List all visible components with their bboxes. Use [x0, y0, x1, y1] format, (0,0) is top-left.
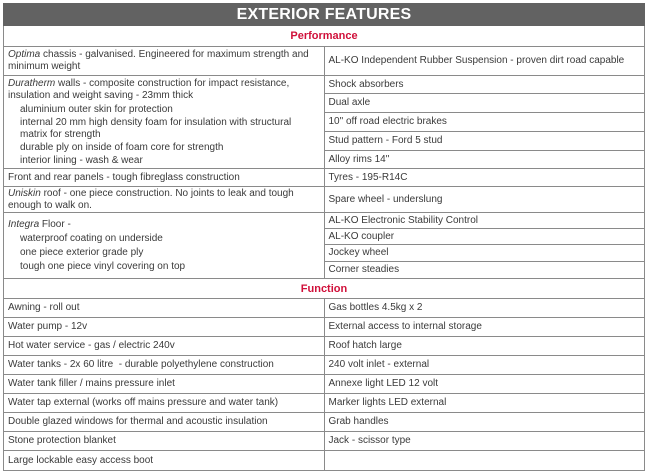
function-left-cell: Double glazed windows for thermal and acoustic insulation — [4, 413, 325, 432]
floor-item: tough one piece vinyl covering on top — [20, 260, 186, 272]
function-right-cell: 240 volt inlet - external — [324, 356, 645, 375]
walls-name: Duratherm — [8, 78, 56, 89]
function-right-cell: Roof hatch large — [324, 337, 645, 356]
function-right-cell: Gas bottles 4.5kg x 2 — [324, 299, 645, 318]
roof-text: roof - one piece construction. No joints to leak and tough enough to walk on. — [8, 187, 294, 211]
feature-cell: AL-KO Electronic Stability Control — [324, 213, 645, 229]
function-left-cell: Water tap external (works off mains pressure and water tank) — [4, 394, 325, 413]
floor-name: Integra — [8, 218, 40, 230]
chassis-name: Optima — [8, 49, 41, 60]
function-right-cell: Annexe light LED 12 volt — [324, 375, 645, 394]
walls-item: internal 20 mm high density foam for insulation with structural matrix for strength — [20, 117, 292, 140]
feature-cell: Alloy rims 14" — [324, 151, 645, 169]
floor-cell — [4, 213, 325, 279]
roof-name: Uniskin — [8, 187, 41, 199]
walls-item: aluminium outer skin for protection — [20, 104, 173, 115]
walls-item: interior lining - wash & wear — [20, 155, 143, 166]
roof-cell — [4, 187, 325, 213]
table-title: EXTERIOR FEATURES — [4, 4, 645, 26]
function-right-cell — [324, 451, 645, 471]
suspension-cell: AL-KO Independent Rubber Suspension - proven dirt road capable — [324, 47, 645, 76]
feature-cell: Dual axle — [324, 94, 645, 113]
feature-cell: Jockey wheel — [324, 245, 645, 262]
function-left-cell: Water tanks - 2x 60 litre - durable polyethylene construction — [4, 356, 325, 375]
feature-cell: AL-KO coupler — [324, 229, 645, 245]
section-heading-function: Function — [4, 279, 645, 299]
tyres-cell: Tyres - 195-R14C — [324, 169, 645, 187]
spare-cell: Spare wheel - underslung — [324, 187, 645, 213]
function-left-cell: Water pump - 12v — [4, 318, 325, 337]
exterior-features-table — [3, 3, 645, 471]
function-right-cell: Marker lights LED external — [324, 394, 645, 413]
function-left-cell: Large lockable easy access boot — [4, 451, 325, 471]
walls-text: walls - composite construction for impact resistance, insulation and weight saving - 23mm thick — [8, 78, 290, 101]
feature-cell: 10" off road electric brakes — [324, 113, 645, 132]
panels-cell: Front and rear panels - tough fibreglass construction — [4, 169, 325, 187]
floor-text: Floor - — [39, 218, 71, 230]
function-left-cell: Hot water service - gas / electric 240v — [4, 337, 325, 356]
chassis-text: chassis - galvanised. Engineered for maximum strength and minimum weight — [8, 49, 309, 72]
floor-item: waterproof coating on underside — [20, 232, 163, 244]
function-right-cell: Jack - scissor type — [324, 432, 645, 451]
function-right-cell: External access to internal storage — [324, 318, 645, 337]
walls-item: durable ply on inside of foam core for strength — [20, 142, 224, 153]
function-left-cell: Stone protection blanket — [4, 432, 325, 451]
function-right-cell: Grab handles — [324, 413, 645, 432]
section-heading-performance: Performance — [4, 26, 645, 47]
function-left-cell: Water tank filler / mains pressure inlet — [4, 375, 325, 394]
feature-cell: Corner steadies — [324, 262, 645, 279]
floor-item: one piece exterior grade ply — [20, 246, 144, 258]
function-left-cell: Awning - roll out — [4, 299, 325, 318]
chassis-cell — [4, 47, 325, 76]
feature-cell: Stud pattern - Ford 5 stud — [324, 132, 645, 151]
feature-cell: Shock absorbers — [324, 76, 645, 94]
walls-cell — [4, 76, 325, 169]
